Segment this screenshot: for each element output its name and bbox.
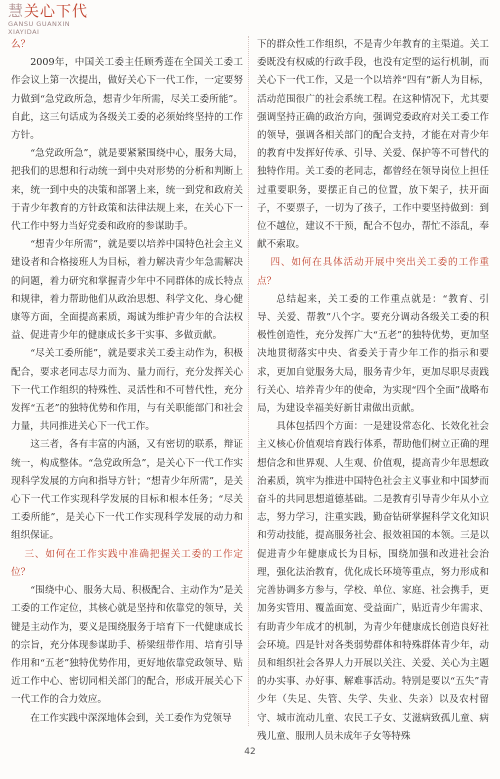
logo-char: 慧 (8, 2, 25, 20)
logo-accent-text: 关心下代 (24, 2, 89, 20)
logo-subtitle-2: XIAYIDAI (8, 28, 40, 36)
paragraph: 这三者，各有丰富的内涵，又有密切的联系，辩证统一，构成整体。“急党政所急”，是关心下一代工作实现科学发展的方向和指导方针；“想青少年所需”，是关心下一代工作实现科学发展的目标和根本任务；“尽关工委所能”，是关心下一代工作实现科学发展的动力和组织保证。 (11, 439, 243, 542)
paragraph: “尽关工委所能”，就是要求关工委主动作为，积极配合，要求老同志尽力而为、量力而行，充分发挥关心下一代工作组织的特殊性、灵活性和不可替代性，充分发挥“五老”的独特优势和作用，与有关职能部门和社会力量，共同推进关心下一代工作。 (11, 348, 243, 433)
right-column (257, 36, 489, 746)
paragraph: 在工作实践中深深地体会到，关工委作为党领导 (30, 712, 232, 724)
paragraph: 2009年，中国关工委主任顾秀莲在全国关工委工作会议上第一次提出，做好关心下一代工作，一定要努力做到“急党政所急，想青少年所需，尽关工委所能”。自此，这三句话成为各级关工委的必须始终坚持的工作方针。 (11, 57, 243, 142)
page-number: 42 (244, 747, 256, 757)
paragraph: 么？ (11, 39, 31, 50)
paragraph: 总结起来，关工委的工作重点就是：“教育、引导、关爱、帮教”八个字。要充分调动各级关工委的积极性创造性，充分发挥广大“五老”的独特优势，更加坚决地贯彻落实中央、省委关于青少年工作的指示和要求，更加自觉服务大局，服务青少年，更加尽职尽责践行关心、培养青少年的使命，为实现“四个全面”战略布局，为建设幸福美好新甘肃做出贡献。 (257, 293, 489, 415)
logo-title (8, 2, 88, 20)
logo-subtitle-1: GANSU GUANXIN (8, 20, 71, 28)
paragraph: 具体包括四个方面：一是建设常态化、长效化社会主义核心价值观培育践行体系，帮助他们树立正确的理想信念和世界观、人生观、价值观，提高青少年思想政治素质，筑牢为推进中国特色社会主义事业和中国梦而奋斗的共同思想道德基础。二是教育引导青少年从小立志，努力学习，注重实践，勤奋钻研掌握科学文化知识和劳动技能，提高服务社会、报效祖国的本领。三是以促进青少年健康成长为目标，围绕加强和改进社会治理，强化法治教育，优化成长环境等重点，努力形成和完善协调多方参与，学校、单位、家庭、社会携手，更加务实管用、覆盖面宽、受益面广，贴近青少年需求、有助青少年成才的机制，为青少年健康成长创造良好社会环境。四是针对各类弱势群体和特殊群体青少年，动员和组织社会各界人力开展以关注、关爱、关心为主题的办实事、办好事、解难事活动。特别是要以“五失”青少年（失足、失管、失学、失业、失亲）以及农村留守、城市流动儿童、农民工子女、艾滋病致孤儿童、病残儿童、服刑人员未成年子女等特殊 (257, 421, 489, 742)
section-heading: 四、如何在具体活动开展中突出关工委的工作重点？ (257, 257, 489, 287)
paragraph: “想青少年所需”，就是要以培养中国特色社会主义建设者和合格接班人为目标，着力解决青少年急需解决的问题，着力研究和掌握青少年中不同群体的成长特点和规律，着力帮助他们从政治思想、科学文化、身心健康等方面，全面提高素质，竭诚为维护青少年的合法权益、促进青少年的健康成长多干实事、多做贡献。 (11, 239, 243, 342)
left-column (11, 36, 243, 728)
section-heading: 三、如何在工作实践中准确把握关工委的工作定位？ (11, 548, 243, 578)
paragraph: “急党政所急”，就是要紧紧围绕中心，服务大局，把我们的思想和行动统一到中央对形势的分析和判断上来，统一到中央的决策和部署上来，统一到党和政府关于青少年教育的方针政策和法律法规上来，在关心下一代工作中努力当好党委和政府的参谋助手。 (11, 148, 243, 233)
paragraph: “围绕中心、服务大局、积极配合、主动作为”是关工委的工作定位，其核心就是坚持和依靠党的领导，关键是主动作为，要义是围绕服务于培育下一代健康成长的宗旨，充分体现参谋助手、桥梁纽带作用、培育引导作用和“五老”独特优势作用，更好地依靠党政领导、贴近工作中心、密切同相关部门的配合，形成开展关心下一代工作的合力效应。 (11, 585, 243, 706)
column-divider (248, 36, 249, 726)
paragraph: 下的群众性工作组织，不是青少年教育的主渠道。关工委既没有权威的行政手段，也没有定型的运行机制，而关心下一代工作，又是一个以培养“四有”新人为目标，活动范围很广的社会系统工程。在这种情况下，尤其要强调坚持正确的政治方向，强调党委政府对关工委工作的领导，强调各相关部门的配合支持，才能在对青少年的教育中发挥好传承、引导、关爱、保护等不可替代的独特作用。关工委的老同志，都曾经在领导岗位上担任过重要职务，要摆正自己的位置，放下架子，扶开面子，不要票子，一切为了孩子，工作中要坚持做到：到位不越位，建议不干预，配合不包办，帮忙不添乱，奉献不索取。 (257, 39, 489, 251)
magazine-logo (8, 2, 88, 34)
